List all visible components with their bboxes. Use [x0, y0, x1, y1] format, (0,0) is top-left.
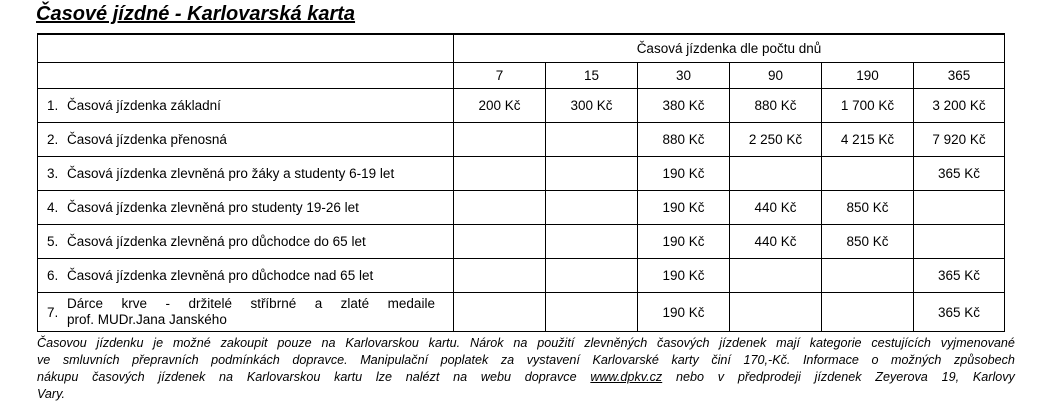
price-cell	[822, 259, 914, 293]
note-word: zlevněných	[584, 336, 648, 350]
note-word: na	[321, 336, 336, 350]
day-header: 30	[638, 63, 730, 89]
note-word: o	[871, 353, 879, 367]
note-word: na	[453, 370, 468, 384]
row-label-line: prof. MUDr.Jana Janského	[67, 312, 227, 327]
note-word: jízdenek	[158, 370, 206, 384]
note-word: za	[500, 353, 515, 367]
price-cell: 380 Kč	[638, 89, 730, 123]
price-cell: 7 920 Kč	[914, 123, 1005, 157]
note-word: na	[513, 336, 528, 350]
note-word: podmínkách	[211, 353, 280, 367]
price-cell: 365 Kč	[914, 259, 1005, 293]
row-label-cell	[38, 259, 454, 293]
row-label: Časová jízdenka zlevněná pro žáky a studenty 6-19 let	[67, 166, 395, 181]
note-word: jízdenek	[814, 370, 862, 384]
row-label-cell	[38, 191, 454, 225]
row-label-line	[67, 296, 435, 312]
row-number: 3.	[47, 166, 59, 181]
price-cell	[546, 225, 638, 259]
note-word: Informace	[802, 353, 859, 367]
note-word: způsobech	[954, 353, 1015, 367]
note-word: mají	[776, 336, 800, 350]
note-word: je	[153, 336, 164, 350]
price-cell: 200 Kč	[454, 89, 546, 123]
note-word: Nárok	[469, 336, 504, 350]
day-header: 190	[822, 63, 914, 89]
label-word: medaile	[387, 296, 435, 311]
header-empty-cell	[38, 63, 454, 89]
price-cell	[914, 225, 1005, 259]
note-word: dopravce	[524, 370, 577, 384]
note-word: předprodeji	[737, 370, 801, 384]
row-label-cell	[38, 157, 454, 191]
price-cell	[822, 293, 914, 332]
note-word: vyjmenované	[940, 336, 1015, 350]
note-word: Karlovy	[972, 370, 1015, 384]
row-number: 1.	[47, 98, 59, 113]
price-cell: 850 Kč	[822, 225, 914, 259]
note-word: pouze	[277, 336, 312, 350]
price-cell: 440 Kč	[730, 191, 822, 225]
note-word: možných	[891, 353, 942, 367]
footnote	[37, 335, 1015, 403]
price-cell: 4 215 Kč	[822, 123, 914, 157]
price-cell	[546, 191, 638, 225]
label-word: -	[165, 296, 170, 311]
price-cell: 190 Kč	[638, 191, 730, 225]
note-word: Karlovarskou	[246, 370, 321, 384]
price-cell: 300 Kč	[546, 89, 638, 123]
note-word: dopravce.	[292, 353, 348, 367]
note-word: Manipulační	[360, 353, 429, 367]
row-label-cell	[38, 123, 454, 157]
note-word: v	[717, 370, 725, 384]
note-word: nákupu	[37, 370, 79, 384]
table-row	[38, 89, 1005, 123]
price-cell	[454, 191, 546, 225]
price-cell	[454, 157, 546, 191]
table-row	[38, 225, 1005, 259]
label-word: zlaté	[340, 296, 370, 311]
day-header: 365	[914, 63, 1005, 89]
row-number: 6.	[47, 268, 59, 283]
note-word: smluvních	[62, 353, 120, 367]
day-header: 15	[546, 63, 638, 89]
row-label: Časová jízdenka základní	[67, 98, 221, 113]
note-word: Zeyerova	[875, 370, 928, 384]
price-cell	[730, 293, 822, 332]
price-cell: 1 700 Kč	[822, 89, 914, 123]
note-word: kategorie	[809, 336, 862, 350]
label-word: krve	[121, 296, 147, 311]
price-cell	[546, 157, 638, 191]
row-label: Časová jízdenka zlevněná pro důchodce nad 65 let	[67, 268, 374, 283]
price-cell	[546, 259, 638, 293]
price-cell	[454, 225, 546, 259]
row-label-cell	[38, 89, 454, 123]
note-word: přepravních	[132, 353, 199, 367]
day-header: 90	[730, 63, 822, 89]
row-label-cell	[38, 225, 454, 259]
price-cell	[914, 191, 1005, 225]
label-word: a	[314, 296, 323, 311]
price-cell	[454, 259, 546, 293]
header-empty-cell	[38, 34, 454, 63]
price-cell	[730, 157, 822, 191]
price-cell: 3 200 Kč	[914, 89, 1005, 123]
label-word: držitelé	[188, 296, 232, 311]
note-word: kartu.	[428, 336, 461, 350]
website-link[interactable]: www.dpkv.cz	[590, 370, 663, 384]
price-cell: 365 Kč	[914, 293, 1005, 332]
price-cell: 880 Kč	[730, 89, 822, 123]
price-cell	[454, 123, 546, 157]
row-label: Časová jízdenka přenosná	[67, 132, 227, 147]
note-word: nebo	[675, 370, 704, 384]
note-word: kartu	[334, 370, 363, 384]
price-table	[37, 33, 1005, 332]
note-word: jízdenek	[719, 336, 767, 350]
row-number: 7.	[47, 304, 59, 320]
price-cell: 880 Kč	[638, 123, 730, 157]
page-title: Časové jízdné - Karlovarská karta	[36, 3, 356, 25]
note-word: použití	[537, 336, 575, 350]
price-cell: 440 Kč	[730, 225, 822, 259]
table-row	[38, 157, 1005, 191]
table-row	[38, 191, 1005, 225]
note-word: 19,	[941, 370, 960, 384]
footnote-line	[37, 335, 1015, 352]
days-header-row	[38, 63, 1005, 89]
note-word: možné	[172, 336, 211, 350]
price-cell	[454, 293, 546, 332]
label-word: stříbrné	[250, 296, 297, 311]
row-number: 2.	[47, 132, 59, 147]
label-word: Dárce	[67, 296, 104, 311]
table-header-row	[38, 34, 1005, 63]
table-row	[38, 259, 1005, 293]
note-word: karty	[671, 353, 699, 367]
price-cell: 2 250 Kč	[730, 123, 822, 157]
row-number: 5.	[47, 234, 59, 249]
note-word: jízdenku	[96, 336, 144, 350]
note-word: nalézt	[405, 370, 440, 384]
price-cell	[730, 259, 822, 293]
price-cell: 190 Kč	[638, 293, 730, 332]
group-header: Časová jízdenka dle počtu dnů	[454, 34, 1005, 63]
row-number: 4.	[47, 200, 59, 215]
note-word: vystavení	[526, 353, 580, 367]
price-cell: 190 Kč	[638, 225, 730, 259]
price-cell	[546, 123, 638, 157]
note-word: cestujících	[871, 336, 931, 350]
note-word: webu	[480, 370, 511, 384]
footnote-line	[37, 369, 1015, 386]
row-label-cell	[38, 293, 454, 332]
price-cell: 190 Kč	[638, 259, 730, 293]
row-label: Časová jízdenka zlevněná pro studenty 19-26 let	[67, 200, 359, 215]
row-label: Časová jízdenka zlevněná pro důchodce do 65 let	[67, 234, 366, 249]
price-cell: 365 Kč	[914, 157, 1005, 191]
price-cell	[546, 293, 638, 332]
note-word: zakoupit	[220, 336, 268, 350]
note-word: Časovou	[37, 336, 87, 350]
note-word: poplatek	[440, 353, 489, 367]
note-word: 170,-Kč.	[743, 353, 791, 367]
note-word: lze	[375, 370, 392, 384]
note-word: ve	[37, 353, 51, 367]
note-word: časových	[92, 370, 145, 384]
footnote-line	[37, 352, 1015, 369]
day-header: 7	[454, 63, 546, 89]
price-cell	[822, 157, 914, 191]
price-cell: 190 Kč	[638, 157, 730, 191]
price-cell: 850 Kč	[822, 191, 914, 225]
note-word: Karlovarskou	[345, 336, 419, 350]
note-word: časových	[657, 336, 710, 350]
note-word: činí	[711, 353, 731, 367]
table-row	[38, 123, 1005, 157]
footnote-line: Vary.	[37, 387, 65, 401]
table-row	[38, 293, 1005, 332]
note-word: na	[219, 370, 234, 384]
note-word: Karlovarské	[592, 353, 659, 367]
